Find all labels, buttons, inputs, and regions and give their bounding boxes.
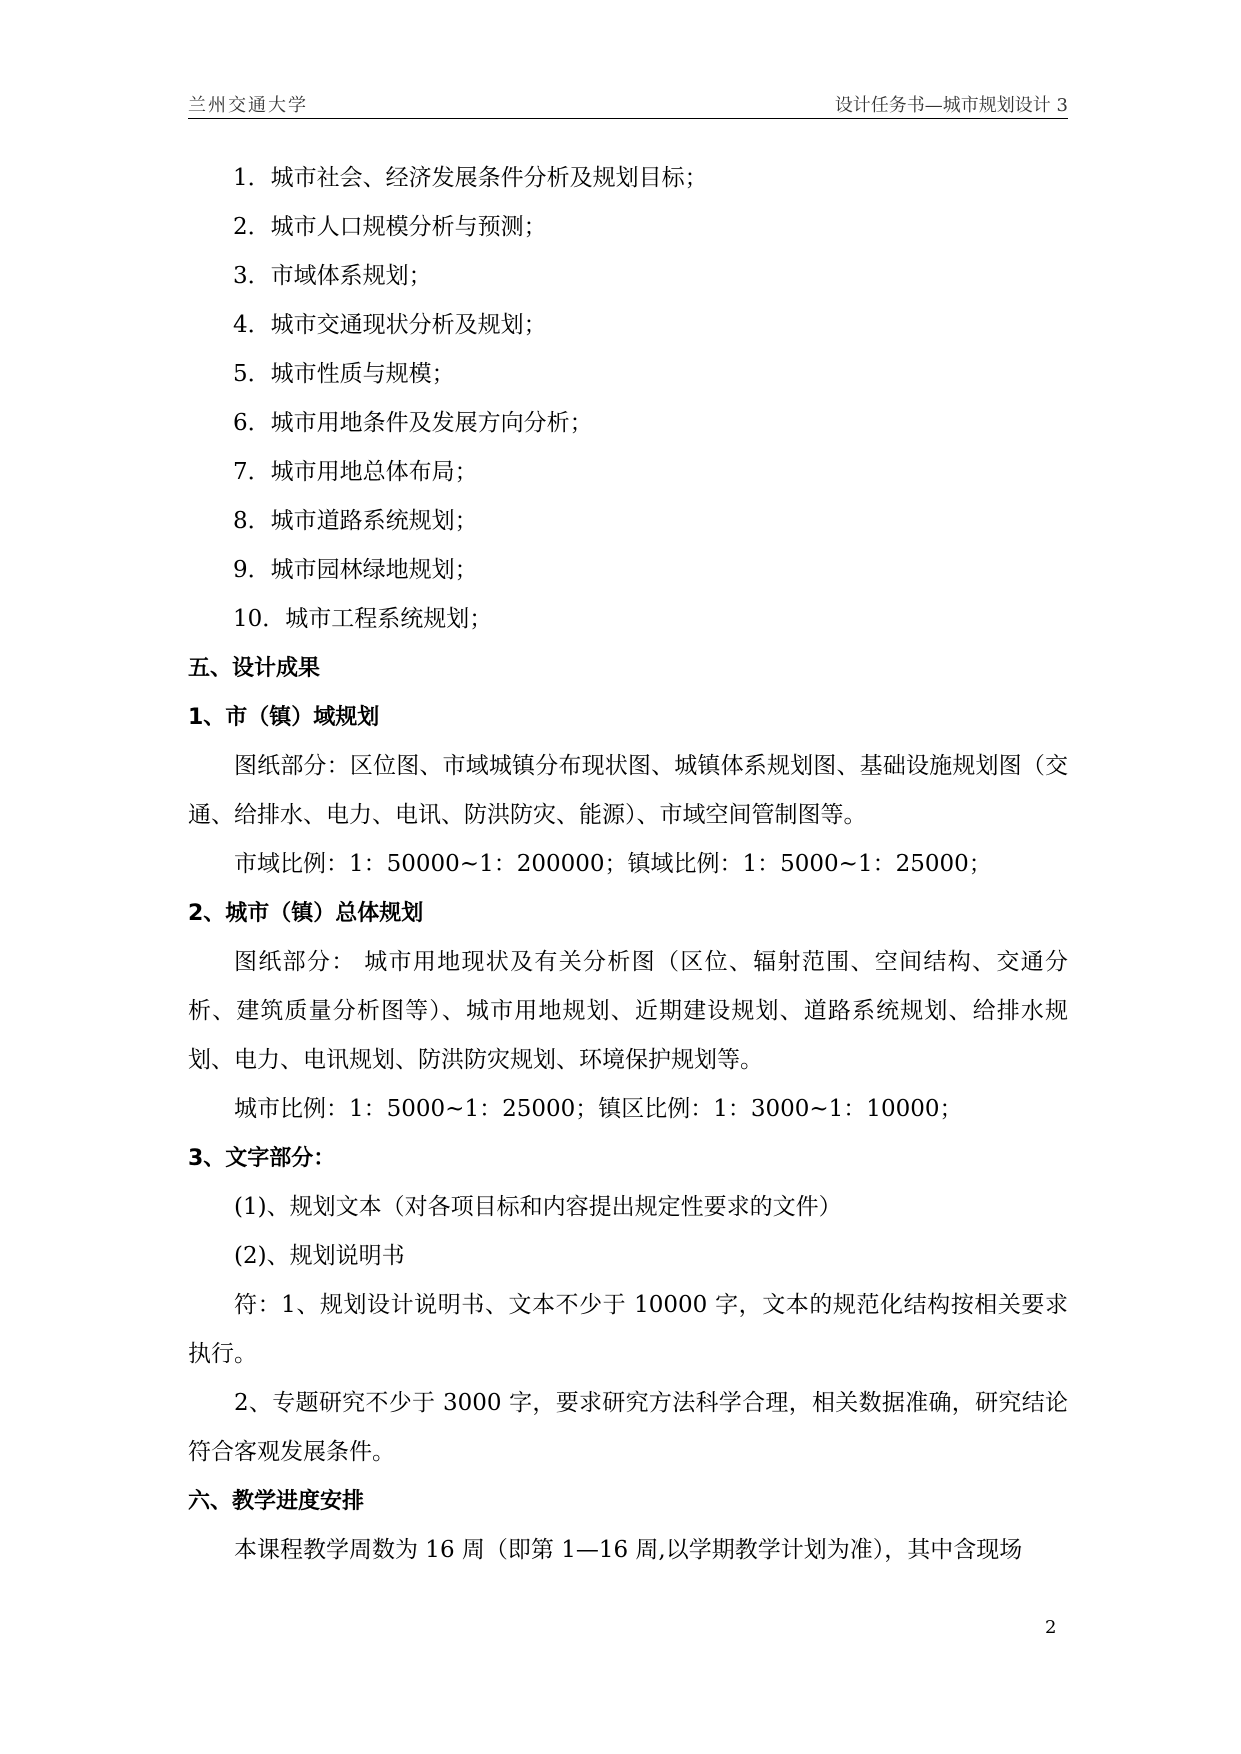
paragraph-note-2: 2、专题研究不少于 3000 字，要求研究方法科学合理，相关数据准确，研究结论符合客观发展条件。: [188, 1390, 1068, 1465]
list-item: 10．城市工程系统规划；: [233, 606, 493, 632]
header-university: 兰州交通大学: [188, 95, 308, 116]
list-item: 9．城市园林绿地规划；: [233, 557, 478, 583]
list-item: 2．城市人口规模分析与预测；: [233, 214, 547, 240]
section-heading-teaching-schedule: 六、教学进度安排: [188, 1489, 365, 1514]
list-item: 3．市域体系规划；: [233, 263, 432, 289]
list-item: 1．城市社会、经济发展条件分析及规划目标；: [233, 165, 708, 191]
paragraph-drawings-region: 图纸部分：区位图、市域城镇分布现状图、城镇体系规划图、基础设施规划图（交通、给排水、电力、电讯、防洪防灾、能源）、市域空间管制图等。: [188, 753, 1068, 828]
paragraph-note-1: 符：1、规划设计说明书、文本不少于 10000 字，文本的规范化结构按相关要求执行。: [188, 1292, 1068, 1367]
section-heading-design-results: 五、设计成果: [188, 656, 321, 681]
text-item-planning-text: (1)、规划文本（对各项目标和内容提出规定性要求的文件）: [234, 1194, 842, 1220]
subsection-heading-master-plan: 2、城市（镇）总体规划: [188, 901, 424, 926]
list-item: 6．城市用地条件及发展方向分析；: [233, 410, 593, 436]
text-item-planning-manual: (2)、规划说明书: [234, 1243, 405, 1269]
list-item: 8．城市道路系统规划；: [233, 508, 478, 534]
page-number: 2: [1045, 1617, 1057, 1638]
scale-line-region: 市域比例：1：50000~1：200000；镇域比例：1：5000~1：25000；: [234, 851, 992, 877]
subsection-heading-city-region: 1、市（镇）域规划: [188, 705, 380, 730]
subsection-heading-text-part: 3、文字部分：: [188, 1146, 336, 1171]
list-item: 7．城市用地总体布局；: [233, 459, 478, 485]
paragraph-teaching-schedule: 本课程教学周数为 16 周（即第 1—16 周,以学期教学计划为准），其中含现场: [234, 1537, 1023, 1563]
page-header: [188, 88, 1068, 119]
header-document-title: 设计任务书—城市规划设计 3: [834, 95, 1068, 116]
list-item: 5．城市性质与规模；: [233, 361, 455, 387]
paragraph-drawings-master-plan: 图纸部分： 城市用地现状及有关分析图（区位、辐射范围、空间结构、交通分析、建筑质量分析图等）、城市用地规划、近期建设规划、道路系统规划、给排水规划、电力、电讯规划、防洪防灾规划、环境保护规划等。: [188, 949, 1068, 1073]
list-item: 4．城市交通现状分析及规划；: [233, 312, 547, 338]
page-content: [188, 154, 1068, 1575]
scale-line-master-plan: 城市比例：1：5000~1：25000；镇区比例：1：3000~1：10000；: [234, 1096, 963, 1122]
